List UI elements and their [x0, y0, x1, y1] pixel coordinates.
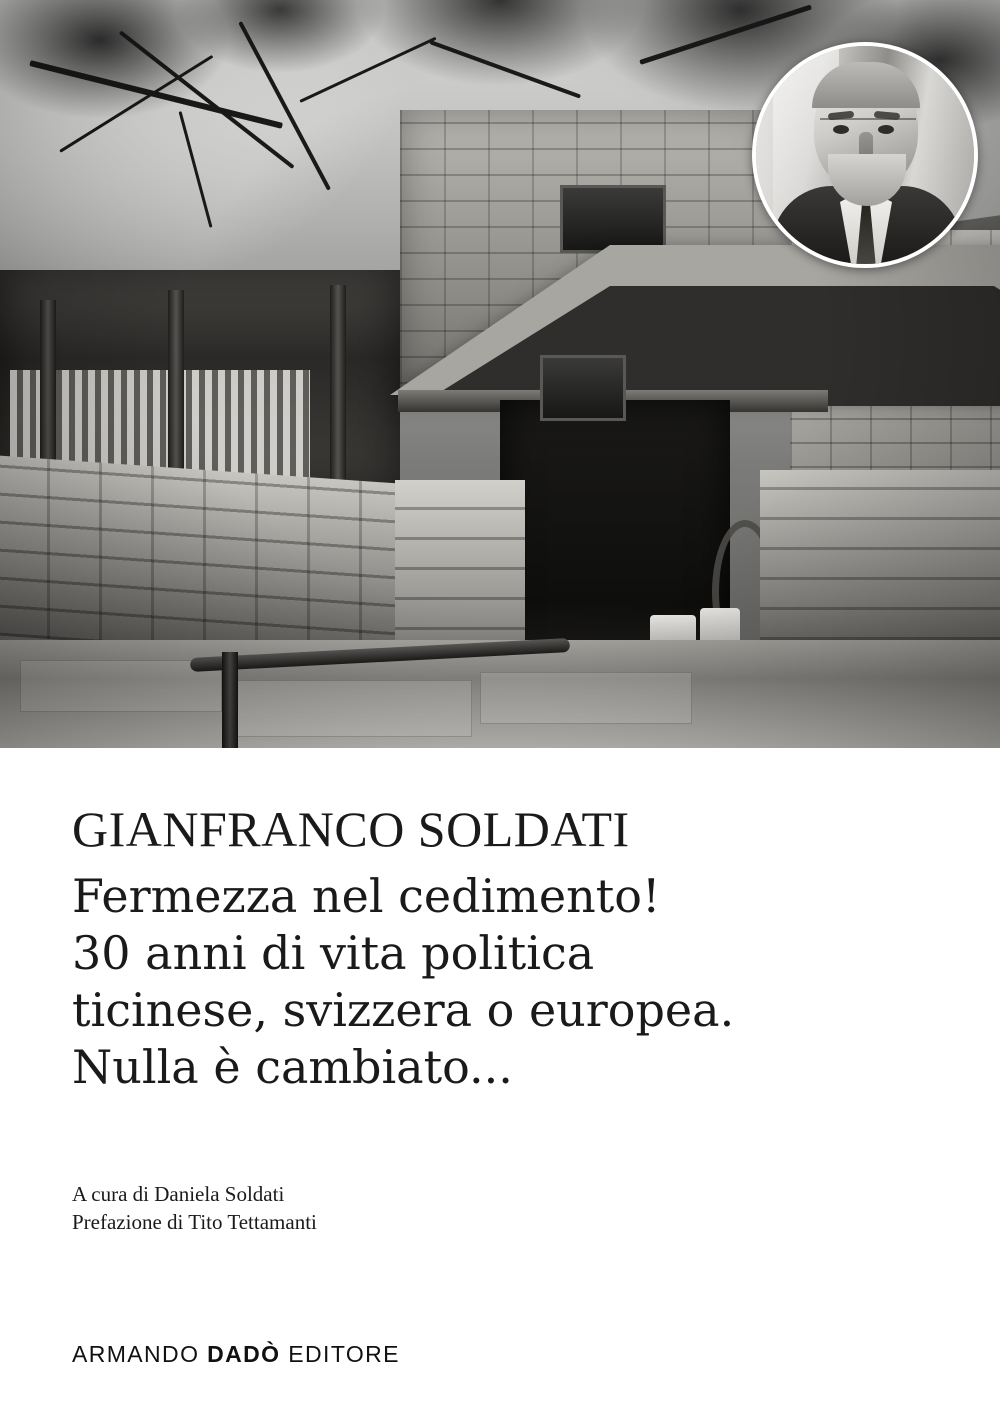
title-line-1: Fermezza nel cedimento! [72, 869, 661, 923]
publisher-logo [72, 1341, 400, 1368]
photo-house-window [540, 355, 626, 421]
cover-text-area [0, 748, 1000, 1417]
photo-stone-wall-left [0, 455, 415, 664]
title-line-2: 30 anni di vita politica [72, 926, 595, 980]
photo-paving-slab [480, 672, 692, 724]
portrait-eye [878, 125, 894, 134]
author-name: GIANFRANCO SOLDATI [72, 801, 630, 857]
author-portrait [752, 42, 978, 268]
photo-porch-post [330, 285, 346, 485]
title-line-3: ticinese, svizzera o europea. [72, 983, 735, 1037]
photo-paving-slab [230, 680, 472, 737]
photo-porch-post [168, 290, 184, 490]
publisher-name: DADÒ [207, 1341, 281, 1367]
credits-block [72, 1180, 317, 1236]
publisher-suffix: EDITORE [280, 1341, 400, 1367]
photo-house-window [560, 185, 666, 253]
portrait-eye [833, 125, 849, 134]
credit-editor: A cura di Daniela Soldati [72, 1182, 285, 1206]
photo-portico-underside [418, 286, 1000, 406]
credit-preface: Prefazione di Tito Tettamanti [72, 1210, 317, 1234]
photo-handrail-post [222, 652, 238, 748]
title-line-4: Nulla è cambiato... [72, 1040, 513, 1094]
book-title [72, 868, 892, 1096]
publisher-prefix: ARMANDO [72, 1341, 208, 1367]
